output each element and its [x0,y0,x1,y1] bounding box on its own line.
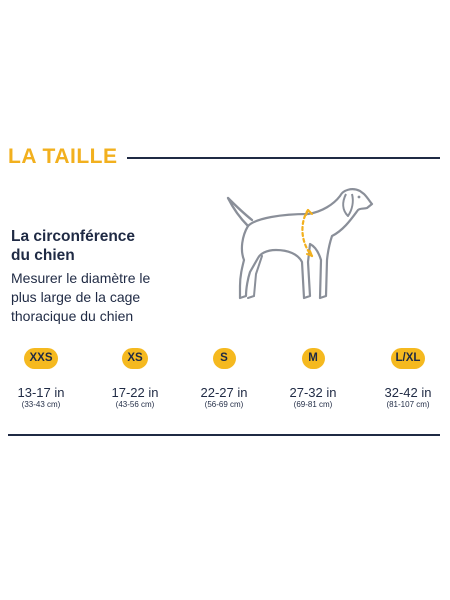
dog-with-chest-measure-icon [222,188,382,306]
size-badge: XS [122,348,147,369]
size-range-inches: 32-42 in [384,385,432,400]
size-option-xs [105,348,165,410]
size-range-inches: 17-22 in [111,385,159,400]
size-range-cm: (33-43 cm) [21,400,61,409]
header-divider [127,157,440,159]
size-chart [4,348,446,420]
measurement-heading [11,227,211,265]
size-range-inches: 22-27 in [200,385,248,400]
description-line-3: thoracique du chien [11,308,134,324]
size-range-cm: (56-69 cm) [204,400,244,409]
description-line-2: plus large de la cage [11,289,141,305]
section-title: LA TAILLE [8,145,118,168]
size-badge: XXS [24,348,58,369]
section-header [8,143,440,171]
description-line-1: Mesurer le diamètre le [11,270,151,286]
size-range-cm: (69-81 cm) [293,400,333,409]
measurement-info [11,227,211,326]
size-range-inches: 13-17 in [17,385,65,400]
heading-line-1: La circonférence [11,228,136,245]
size-range-cm: (43-56 cm) [115,400,155,409]
size-option-l-xl [378,348,438,410]
size-range-inches: 27-32 in [289,385,337,400]
size-option-s [194,348,254,410]
heading-line-2: du chien [11,247,75,264]
size-option-xxs [11,348,71,410]
measurement-description [11,269,211,326]
bottom-divider [8,434,440,436]
size-badge: L/XL [391,348,426,369]
size-badge: M [302,348,325,369]
size-range-cm: (81-107 cm) [386,400,430,409]
size-option-m [283,348,343,410]
size-badge: S [213,348,236,369]
